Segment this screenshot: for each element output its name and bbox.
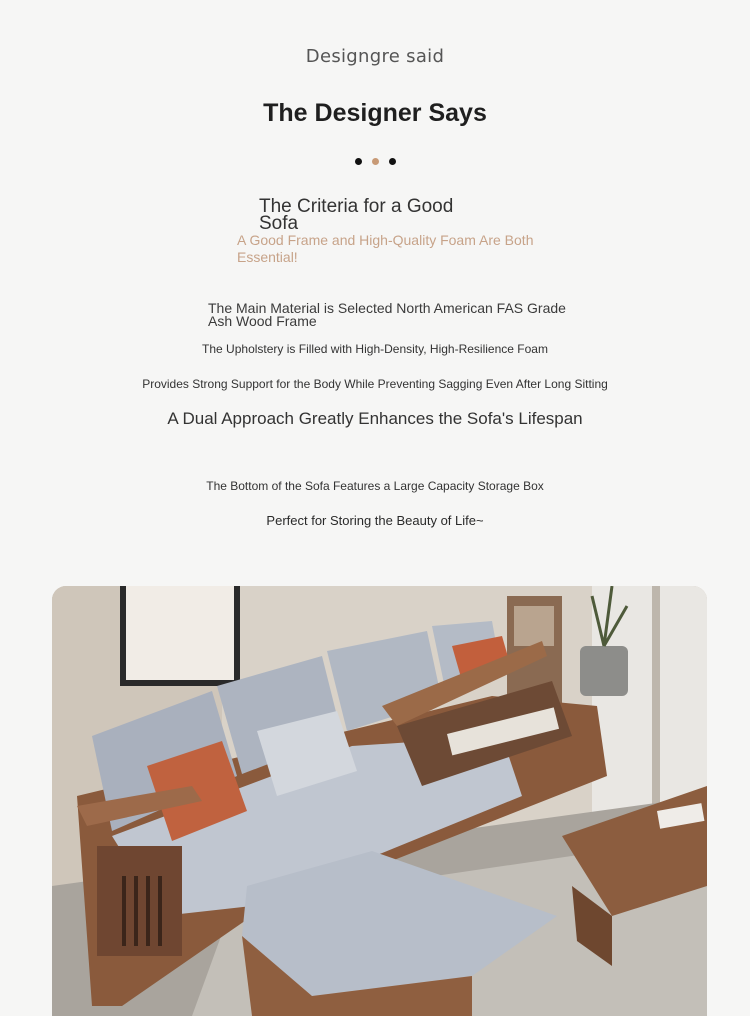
dot-icon[interactable]: [355, 158, 362, 165]
feature-beauty: Perfect for Storing the Beauty of Life~: [266, 513, 484, 528]
feature-foam: The Upholstery is Filled with High-Density, High-Resilience Foam: [202, 342, 548, 356]
dot-icon-active[interactable]: [372, 158, 379, 165]
page-title: The Designer Says: [263, 99, 487, 127]
criteria-heading: The Criteria for a Good Sofa: [259, 196, 454, 234]
feature-support: Provides Strong Support for the Body While Preventing Sagging Even After Long Sitting: [142, 377, 608, 391]
carousel-dots: [0, 158, 750, 165]
feature-material: The Main Material is Selected North American FAS Grade Ash Wood Frame: [208, 300, 566, 329]
script-title: Designgre said: [305, 46, 445, 67]
feature-storage: The Bottom of the Sofa Features a Large Capacity Storage Box: [206, 479, 544, 493]
sofa-photo: [52, 586, 707, 1016]
criteria-subheading: A Good Frame and High-Quality Foam Are Both Essential!: [237, 232, 534, 265]
feature-lifespan: A Dual Approach Greatly Enhances the Sofa's Lifespan: [167, 409, 583, 428]
dot-icon[interactable]: [389, 158, 396, 165]
